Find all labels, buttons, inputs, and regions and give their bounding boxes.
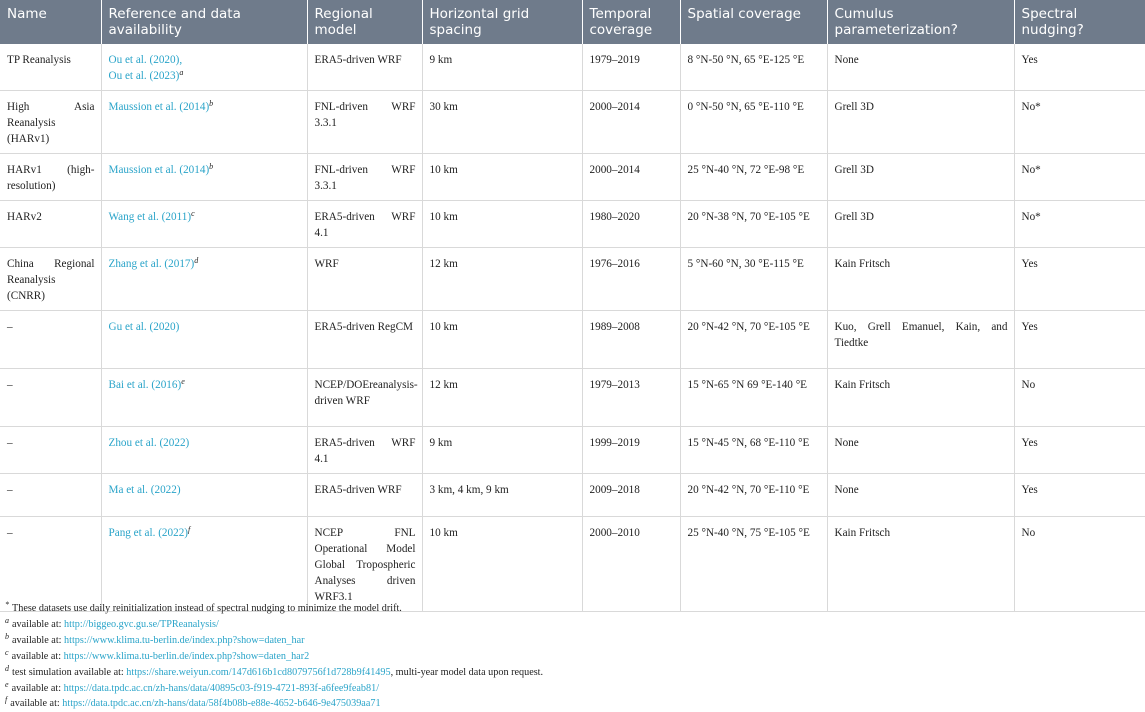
cell-grid-spacing: 10 km <box>422 154 582 201</box>
cell-spatial-coverage: 5 °N-60 °N, 30 °E-115 °E <box>680 248 827 311</box>
footnote-link[interactable]: https://www.klima.tu-berlin.de/index.php?show=daten_har2 <box>63 650 310 662</box>
table-row <box>0 311 1145 369</box>
cell-grid-spacing: 10 km <box>422 311 582 369</box>
footnote-text: available at: <box>12 618 65 630</box>
cell-spectral-nudging: Yes <box>1014 474 1145 517</box>
cell-temporal-coverage: 1979–2019 <box>582 44 680 91</box>
footnote-marker: a <box>179 68 184 77</box>
footnote <box>5 696 1135 712</box>
table-row <box>0 201 1145 248</box>
cell-name: – <box>0 369 101 427</box>
table-row <box>0 44 1145 91</box>
cell-regional-model: NCEP/DOEreanalysis-driven WRF <box>307 369 422 427</box>
cell-temporal-coverage: 1980–2020 <box>582 201 680 248</box>
cell-spatial-coverage: 25 °N-40 °N, 75 °E-105 °E <box>680 517 827 612</box>
cell-spectral-nudging: Yes <box>1014 44 1145 91</box>
table-row <box>0 474 1145 517</box>
cell-name: TP Reanalysis <box>0 44 101 91</box>
header-reference: Reference and data availability <box>101 0 307 44</box>
footnote-mark: b <box>5 631 9 641</box>
cell-spectral-nudging: No* <box>1014 201 1145 248</box>
header-spectral-nudging: Spectral nudging? <box>1014 0 1145 44</box>
footnote-marker: b <box>209 162 214 171</box>
cell-regional-model: ERA5-driven WRF 4.1 <box>307 427 422 474</box>
reference-link[interactable]: Ma et al. (2022) <box>108 484 181 496</box>
cell-cumulus: Kuo, Grell Emanuel, Kain, and Tiedtke <box>827 311 1014 369</box>
cell-grid-spacing: 30 km <box>422 91 582 154</box>
footnote-mark: * <box>5 600 9 609</box>
table-footnotes <box>5 601 1135 712</box>
cell-reference <box>101 154 307 201</box>
cell-spatial-coverage: 20 °N-42 °N, 70 °E-110 °E <box>680 474 827 517</box>
cell-cumulus: Kain Fritsch <box>827 369 1014 427</box>
cell-reference <box>101 201 307 248</box>
reference-link[interactable]: Zhou et al. (2022) <box>108 437 190 449</box>
cell-grid-spacing: 12 km <box>422 248 582 311</box>
footnote-marker: f <box>188 525 191 534</box>
footnote-marker: e <box>181 377 185 386</box>
reference-link[interactable]: Bai et al. (2016) <box>108 379 182 391</box>
footnote-marker: b <box>209 99 214 108</box>
reference-link[interactable]: Pang et al. (2022) <box>108 527 189 539</box>
footnote <box>5 649 1135 665</box>
reference-link[interactable]: Maussion et al. (2014) <box>108 164 210 176</box>
cell-cumulus: None <box>827 427 1014 474</box>
cell-name: – <box>0 427 101 474</box>
cell-cumulus: None <box>827 44 1014 91</box>
footnote-marker: d <box>194 256 199 265</box>
footnote-mark: e <box>5 679 9 689</box>
header-name: Name <box>0 0 101 44</box>
reference-link[interactable]: Gu et al. (2020) <box>108 321 180 333</box>
table-row <box>0 248 1145 311</box>
cell-cumulus: Grell 3D <box>827 154 1014 201</box>
cell-regional-model: FNL-driven WRF 3.3.1 <box>307 154 422 201</box>
footnote-suffix: , multi-year model data upon request. <box>390 666 544 678</box>
cell-temporal-coverage: 2000–2014 <box>582 91 680 154</box>
cell-spectral-nudging: Yes <box>1014 427 1145 474</box>
table-row <box>0 369 1145 427</box>
cell-cumulus: Grell 3D <box>827 201 1014 248</box>
cell-spatial-coverage: 0 °N-50 °N, 65 °E-110 °E <box>680 91 827 154</box>
table-row <box>0 154 1145 201</box>
cell-reference <box>101 248 307 311</box>
cell-spatial-coverage: 8 °N-50 °N, 65 °E-125 °E <box>680 44 827 91</box>
footnote-text: test simulation available at: <box>12 666 127 678</box>
footnote-link[interactable]: https://share.weiyun.com/147d616b1cd8079756f1d728b9f41495 <box>126 666 391 678</box>
footnote-link[interactable]: https://www.klima.tu-berlin.de/index.php?show=daten_har <box>64 634 305 646</box>
cell-regional-model: ERA5-driven WRF <box>307 44 422 91</box>
cell-temporal-coverage: 2009–2018 <box>582 474 680 517</box>
cell-cumulus: Kain Fritsch <box>827 248 1014 311</box>
cell-reference <box>101 44 307 91</box>
footnote <box>5 617 1135 633</box>
footnote-text: available at: <box>10 698 63 710</box>
cell-spatial-coverage: 15 °N-45 °N, 68 °E-110 °E <box>680 427 827 474</box>
reference-link[interactable]: Maussion et al. (2014) <box>108 101 210 113</box>
cell-regional-model: ERA5-driven RegCM <box>307 311 422 369</box>
cell-reference <box>101 91 307 154</box>
cell-spatial-coverage: 20 °N-42 °N, 70 °E-105 °E <box>680 311 827 369</box>
table-header-row <box>0 0 1145 44</box>
cell-cumulus: Grell 3D <box>827 91 1014 154</box>
header-spatial-coverage: Spatial coverage <box>680 0 827 44</box>
cell-regional-model: WRF <box>307 248 422 311</box>
header-cumulus: Cumulus parameterization? <box>827 0 1014 44</box>
cell-name: High Asia Reanalysis (HARv1) <box>0 91 101 154</box>
cell-regional-model: ERA5-driven WRF <box>307 474 422 517</box>
reference-link[interactable]: Zhang et al. (2017) <box>108 258 195 270</box>
cell-spatial-coverage: 15 °N-65 °N 69 °E-140 °E <box>680 369 827 427</box>
cell-cumulus: Kain Fritsch <box>827 517 1014 612</box>
footnote-text: available at: <box>11 682 64 694</box>
table-row <box>0 427 1145 474</box>
cell-name: China Regional Reanalysis (CNRR) <box>0 248 101 311</box>
table-row <box>0 517 1145 612</box>
cell-reference <box>101 474 307 517</box>
cell-reference <box>101 369 307 427</box>
cell-grid-spacing: 3 km, 4 km, 9 km <box>422 474 582 517</box>
cell-grid-spacing: 9 km <box>422 427 582 474</box>
cell-temporal-coverage: 1989–2008 <box>582 311 680 369</box>
cell-name: – <box>0 311 101 369</box>
footnote-text: These datasets use daily reinitialization instead of spectral nudging to minimize the model drift. <box>12 603 402 614</box>
cell-grid-spacing: 9 km <box>422 44 582 91</box>
table-row <box>0 91 1145 154</box>
cell-temporal-coverage: 1976–2016 <box>582 248 680 311</box>
cell-spectral-nudging: No <box>1014 369 1145 427</box>
footnote-mark: f <box>5 695 8 705</box>
footnote-text: available at: <box>11 650 64 662</box>
cell-spectral-nudging: No* <box>1014 154 1145 201</box>
cell-name: HARv1 (high-resolution) <box>0 154 101 201</box>
cell-grid-spacing: 10 km <box>422 201 582 248</box>
cell-spectral-nudging: Yes <box>1014 248 1145 311</box>
cell-spatial-coverage: 25 °N-40 °N, 72 °E-98 °E <box>680 154 827 201</box>
cell-grid-spacing: 10 km <box>422 517 582 612</box>
cell-cumulus: None <box>827 474 1014 517</box>
footnote-mark: c <box>5 647 9 657</box>
cell-reference <box>101 427 307 474</box>
cell-regional-model: NCEP FNL Operational Model Global Tropospheric Analyses driven WRF3.1 <box>307 517 422 612</box>
cell-spectral-nudging: Yes <box>1014 311 1145 369</box>
footnote-text: available at: <box>12 634 65 646</box>
cell-spectral-nudging: No <box>1014 517 1145 612</box>
footnote-marker: c <box>191 209 195 218</box>
cell-name: – <box>0 517 101 612</box>
footnote-link[interactable]: https://data.tpdc.ac.cn/zh-hans/data/40895c03-f919-4721-893f-a6fee9feab81/ <box>63 682 380 694</box>
cell-reference <box>101 517 307 612</box>
footnote-link[interactable]: https://data.tpdc.ac.cn/zh-hans/data/58f4b08b-e88e-4652-b646-9e475039aa71 <box>62 698 381 710</box>
cell-spatial-coverage: 20 °N-38 °N, 70 °E-105 °E <box>680 201 827 248</box>
footnote <box>5 633 1135 649</box>
footnote-link[interactable]: http://biggeo.gvc.gu.se/TPReanalysis/ <box>64 618 219 630</box>
cell-temporal-coverage: 1979–2013 <box>582 369 680 427</box>
cell-temporal-coverage: 2000–2014 <box>582 154 680 201</box>
cell-regional-model: ERA5-driven WRF 4.1 <box>307 201 422 248</box>
cell-regional-model: FNL-driven WRF 3.3.1 <box>307 91 422 154</box>
cell-grid-spacing: 12 km <box>422 369 582 427</box>
footnote <box>5 601 1135 617</box>
header-grid-spacing: Horizontal grid spacing <box>422 0 582 44</box>
cell-reference <box>101 311 307 369</box>
footnote <box>5 665 1135 681</box>
header-regional-model: Regional model <box>307 0 422 44</box>
footnote <box>5 681 1135 697</box>
reference-link-secondary[interactable]: Ou et al. (2023) <box>108 70 180 82</box>
cell-name: – <box>0 474 101 517</box>
reference-link[interactable]: Ou et al. (2020), <box>108 54 183 66</box>
cell-spectral-nudging: No* <box>1014 91 1145 154</box>
header-temporal-coverage: Temporal coverage <box>582 0 680 44</box>
cell-name: HARv2 <box>0 201 101 248</box>
footnote-mark: a <box>5 615 9 625</box>
cell-temporal-coverage: 2000–2010 <box>582 517 680 612</box>
reference-link[interactable]: Wang et al. (2011) <box>108 211 192 223</box>
cell-temporal-coverage: 1999–2019 <box>582 427 680 474</box>
footnote-mark: d <box>5 663 9 673</box>
